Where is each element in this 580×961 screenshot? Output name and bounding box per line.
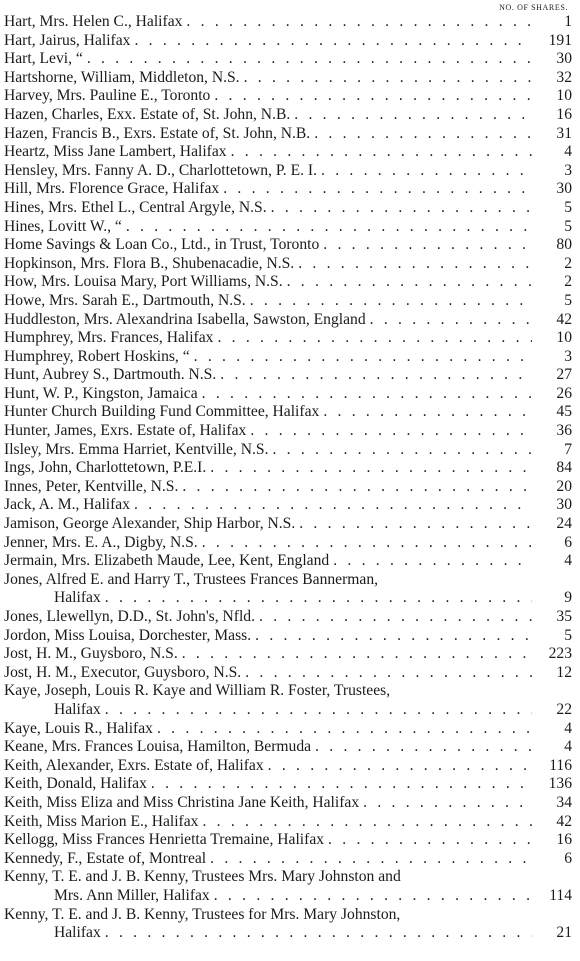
share-count: 42 [556, 812, 572, 830]
share-count: 7 [564, 440, 572, 458]
shareholder-entry [4, 403, 572, 422]
column-header-shares: NO. OF SHARES. [499, 3, 568, 12]
entry-line [4, 850, 572, 869]
shareholder-entry [4, 813, 572, 832]
share-count: 114 [549, 886, 572, 904]
entry-line [4, 571, 572, 590]
shareholder-entry [4, 534, 572, 553]
shareholder-entry [4, 180, 572, 199]
shareholder-entry [4, 366, 572, 385]
entry-line [4, 682, 572, 701]
share-count: 4 [564, 552, 572, 570]
share-count: 20 [556, 477, 572, 495]
share-count: 30 [556, 50, 572, 68]
entry-line [4, 69, 572, 88]
shareholder-name: Hensley, Mrs. Fanny A. D., Charlottetown, P. E. I. [4, 161, 318, 179]
shareholder-name: Home Savings & Loan Co., Ltd., in Trust, Toronto [4, 236, 320, 254]
shareholder-entry [4, 106, 572, 125]
shareholder-entry [4, 738, 572, 757]
shareholder-entry [4, 794, 572, 813]
entry-continuation-line [4, 701, 572, 720]
shareholder-name: Jones, Llewellyn, D.D., St. John's, Nfld. [4, 608, 255, 625]
shareholder-name: Hunter Church Building Fund Committee, Halifax [4, 403, 320, 421]
dot-leader [101, 924, 532, 943]
shareholder-name: Jost, H. M., Executor, Guysboro, N.S. [4, 663, 242, 681]
dot-leader [246, 422, 532, 441]
shareholder-name: Keith, Miss Marion E., Halifax [4, 812, 199, 830]
dot-leader [210, 887, 532, 906]
entry-line [4, 720, 572, 739]
share-count: 4 [564, 143, 572, 161]
shareholder-entry [4, 496, 572, 515]
share-count: 2 [564, 254, 572, 272]
entry-line [4, 199, 572, 218]
shareholder-name: Hill, Mrs. Florence Grace, Halifax [4, 180, 220, 198]
shareholder-name: Kennedy, F., Estate of, Montreal [4, 849, 207, 867]
entry-line [4, 143, 572, 162]
shareholder-name: Hazen, Francis B., Exrs. Estate of, St. John, N.B. [4, 124, 311, 142]
dot-leader [359, 794, 532, 813]
shareholder-entry [4, 125, 572, 144]
shareholder-entry [4, 608, 572, 627]
shareholder-name: Jenner, Mrs. E. A., Digby, N.S. [4, 533, 198, 551]
entry-line [4, 608, 572, 627]
shareholder-name: Hart, Levi, “ [4, 50, 83, 68]
dot-leader [198, 385, 532, 404]
shareholder-name: Hazen, Charles, Exx. Estate of, St. John, N.B. [4, 105, 291, 123]
dot-leader [178, 478, 532, 497]
share-count: 12 [556, 663, 572, 681]
shareholder-name: Halifax [54, 924, 101, 942]
shareholder-entry [4, 87, 572, 106]
share-count: 84 [556, 459, 572, 477]
dot-leader [219, 180, 532, 199]
entry-line [4, 515, 572, 534]
shareholder-name: Ilsley, Mrs. Emma Harriet, Kentville, N.S. [4, 440, 269, 458]
shareholder-entry [4, 199, 572, 218]
dot-leader [324, 831, 532, 850]
dot-leader [182, 13, 532, 32]
dot-leader [268, 441, 532, 460]
dot-leader [310, 125, 532, 144]
shareholder-entries [4, 13, 572, 943]
dot-leader [317, 162, 532, 181]
shareholder-name: Jost, H. M., Guysboro, N.S. [4, 645, 178, 663]
shareholder-entry [4, 868, 572, 905]
share-count: 1 [564, 13, 572, 30]
share-count: 80 [556, 236, 572, 254]
share-count: 4 [564, 719, 572, 737]
dot-leader [366, 311, 532, 330]
shareholder-entry [4, 329, 572, 348]
share-count: 30 [556, 180, 572, 198]
entry-line [4, 162, 572, 181]
dot-leader [147, 775, 532, 794]
shareholder-entry [4, 292, 572, 311]
shareholder-name: Hartshorne, William, Middleton, N.S. [4, 68, 240, 86]
entry-line [4, 273, 572, 292]
shareholder-name: Ings, John, Charlottetown, P.E.I. [4, 459, 207, 477]
shareholder-entry [4, 13, 572, 32]
entry-line [4, 32, 572, 51]
entry-line [4, 627, 572, 646]
dot-leader [206, 459, 532, 478]
dot-leader [267, 199, 532, 218]
shareholder-entry [4, 218, 572, 237]
shareholder-name: Kenny, T. E. and J. B. Kenny, Trustees for Mrs. Mary Johnston, [4, 905, 401, 923]
entry-line [4, 552, 572, 571]
shareholder-entry [4, 162, 572, 181]
entry-line [4, 775, 572, 794]
dot-leader [130, 496, 532, 515]
entry-line [4, 422, 572, 441]
shareholder-entry [4, 459, 572, 478]
shareholder-entry [4, 236, 572, 255]
share-count: 2 [564, 273, 572, 291]
shareholder-name: Jack, A. M., Halifax [4, 496, 131, 514]
share-count: 5 [564, 626, 572, 644]
share-count: 3 [564, 347, 572, 365]
entry-line [4, 906, 572, 925]
share-count: 45 [556, 403, 572, 421]
share-count: 30 [556, 496, 572, 514]
dot-leader [295, 515, 532, 534]
entry-line [4, 664, 572, 683]
dot-leader [210, 87, 532, 106]
shareholder-name: Humphrey, Robert Hoskins, “ [4, 347, 190, 365]
shareholder-name: Huddleston, Mrs. Alexandrina Isabella, Sawston, England [4, 310, 366, 328]
share-count: 223 [548, 645, 572, 663]
shareholder-name: Hunt, Aubrey S., Dartmouth. N.S. [4, 366, 217, 384]
shareholder-name: Hart, Mrs. Helen C., Halifax [4, 13, 183, 30]
dot-leader [311, 738, 532, 757]
entry-line [4, 534, 572, 553]
dot-leader [294, 255, 532, 274]
share-count: 6 [564, 533, 572, 551]
dot-leader [130, 32, 532, 51]
share-count: 21 [556, 924, 572, 942]
entry-continuation-line [4, 924, 572, 943]
shareholder-name: Howe, Mrs. Sarah E., Dartmouth, N.S. [4, 291, 246, 309]
dot-leader [178, 645, 532, 664]
shareholder-entry [4, 775, 572, 794]
dot-leader [153, 720, 532, 739]
entry-line [4, 478, 572, 497]
share-count: 22 [556, 700, 572, 718]
shareholder-entry [4, 273, 572, 292]
shareholder-entry [4, 906, 572, 943]
dot-leader [319, 403, 532, 422]
dot-leader [251, 627, 532, 646]
shareholder-entry [4, 682, 572, 719]
shareholder-name: Keith, Alexander, Exrs. Estate of, Halifax [4, 756, 264, 774]
entry-line [4, 813, 572, 832]
share-count: 4 [564, 738, 572, 756]
entry-line [4, 385, 572, 404]
shareholder-name: Innes, Peter, Kentville, N.S. [4, 477, 179, 495]
shareholder-name: Keith, Miss Eliza and Miss Christina Jane Keith, Halifax [4, 793, 360, 811]
share-count: 3 [564, 161, 572, 179]
dot-leader [319, 236, 532, 255]
shareholder-name: Keane, Mrs. Frances Louisa, Hamilton, Bermuda [4, 738, 312, 756]
dot-leader [198, 534, 532, 553]
shareholder-entry [4, 348, 572, 367]
entry-line [4, 645, 572, 664]
share-count: 42 [556, 310, 572, 328]
shareholder-name: Kellogg, Miss Frances Henrietta Tremaine, Halifax [4, 831, 325, 849]
entry-line [4, 180, 572, 199]
dot-leader [264, 757, 532, 776]
dot-leader [255, 608, 532, 627]
entry-line [4, 868, 572, 887]
share-count: 6 [564, 849, 572, 867]
dot-leader [283, 273, 532, 292]
dot-leader [83, 50, 532, 69]
share-count: 27 [556, 366, 572, 384]
entry-line [4, 236, 572, 255]
share-count: 5 [564, 198, 572, 216]
shareholder-entry [4, 831, 572, 850]
share-count: 10 [556, 329, 572, 347]
dot-leader [329, 552, 532, 571]
dot-leader [198, 813, 532, 832]
dot-leader [216, 366, 532, 385]
share-count: 34 [556, 793, 572, 811]
shareholder-name: Hopkinson, Mrs. Flora B., Shubenacadie, N.S. [4, 254, 295, 272]
shareholder-name: Hines, Lovitt W., “ [4, 217, 122, 235]
entry-line [4, 329, 572, 348]
entry-line [4, 106, 572, 125]
shareholder-entry [4, 32, 572, 51]
entry-continuation-line [4, 887, 572, 906]
entry-line [4, 292, 572, 311]
share-count: 36 [556, 422, 572, 440]
share-count: 191 [548, 31, 572, 49]
dot-leader [213, 329, 532, 348]
shareholder-entry [4, 50, 572, 69]
shareholder-entry [4, 757, 572, 776]
entry-line [4, 218, 572, 237]
shareholder-name: Jordon, Miss Louisa, Dorchester, Mass. [4, 626, 252, 644]
shareholder-name: Hart, Jairus, Halifax [4, 31, 131, 49]
share-count: 26 [556, 384, 572, 402]
entry-line [4, 757, 572, 776]
shareholder-name: Halifax [54, 700, 101, 718]
entry-line [4, 441, 572, 460]
shareholder-name: Jermain, Mrs. Elizabeth Maude, Lee, Kent, England [4, 552, 330, 570]
dot-leader [101, 701, 532, 720]
entry-line [4, 87, 572, 106]
share-count: 32 [556, 68, 572, 86]
entry-line [4, 738, 572, 757]
share-count: 116 [549, 756, 572, 774]
shareholder-entry [4, 422, 572, 441]
shareholder-name: How, Mrs. Louisa Mary, Port Williams, N.S. [4, 273, 283, 291]
shareholder-entry [4, 850, 572, 869]
entry-line [4, 50, 572, 69]
entry-line [4, 348, 572, 367]
entry-line [4, 311, 572, 330]
dot-leader [190, 348, 532, 367]
dot-leader [241, 664, 532, 683]
shareholder-name: Kaye, Joseph, Louis R. Kaye and William R. Foster, Trustees, [4, 682, 391, 700]
shareholder-name: Heartz, Miss Jane Lambert, Halifax [4, 143, 227, 161]
shareholder-name: Kenny, T. E. and J. B. Kenny, Trustees Mrs. Mary Johnston and [4, 868, 401, 886]
entry-continuation-line [4, 589, 572, 608]
share-count: 5 [564, 217, 572, 235]
dot-leader [101, 589, 532, 608]
entry-line [4, 366, 572, 385]
shareholder-entry [4, 664, 572, 683]
share-count: 16 [556, 105, 572, 123]
shareholder-name: Keith, Donald, Halifax [4, 775, 147, 793]
share-count: 16 [556, 831, 572, 849]
shareholder-entry [4, 69, 572, 88]
shareholder-entry [4, 552, 572, 571]
entry-line [4, 403, 572, 422]
shareholder-entry [4, 385, 572, 404]
shareholder-name: Halifax [54, 589, 101, 607]
shareholder-entry [4, 515, 572, 534]
entry-line [4, 13, 572, 32]
share-count: 31 [556, 124, 572, 142]
shareholder-name: Hunter, James, Exrs. Estate of, Halifax [4, 422, 247, 440]
shareholder-name: Jones, Alfred E. and Harry T., Trustees Frances Bannerman, [4, 570, 379, 588]
shareholder-entry [4, 645, 572, 664]
shareholder-entry [4, 571, 572, 608]
dot-leader [290, 106, 532, 125]
shareholder-entry [4, 627, 572, 646]
dot-leader [246, 292, 532, 311]
share-count: 24 [556, 515, 572, 533]
entry-line [4, 459, 572, 478]
shareholder-name: Jamison, George Alexander, Ship Harbor, N.S. [4, 515, 296, 533]
dot-leader [206, 850, 532, 869]
shareholder-entry [4, 311, 572, 330]
share-count: 136 [548, 775, 572, 793]
shareholder-entry [4, 720, 572, 739]
shareholder-entry [4, 143, 572, 162]
share-count: 10 [556, 87, 572, 105]
shareholder-name: Harvey, Mrs. Pauline E., Toronto [4, 87, 211, 105]
dot-leader [122, 218, 532, 237]
share-count: 9 [564, 589, 572, 607]
entry-line [4, 831, 572, 850]
shareholder-name: Kaye, Louis R., Halifax [4, 719, 153, 737]
shareholder-entry [4, 255, 572, 274]
shareholder-name: Mrs. Ann Miller, Halifax [54, 886, 210, 904]
entry-line [4, 125, 572, 144]
entry-line [4, 255, 572, 274]
shareholder-name: Hunt, W. P., Kingston, Jamaica [4, 384, 198, 402]
shareholder-name: Hines, Mrs. Ethel L., Central Argyle, N.S. [4, 198, 267, 216]
dot-leader [240, 69, 532, 88]
entry-line [4, 794, 572, 813]
share-count: 5 [564, 291, 572, 309]
shareholder-name: Humphrey, Mrs. Frances, Halifax [4, 329, 214, 347]
shareholder-entry [4, 478, 572, 497]
dot-leader [227, 143, 532, 162]
shareholder-entry [4, 441, 572, 460]
entry-line [4, 496, 572, 515]
share-count: 35 [556, 608, 572, 625]
